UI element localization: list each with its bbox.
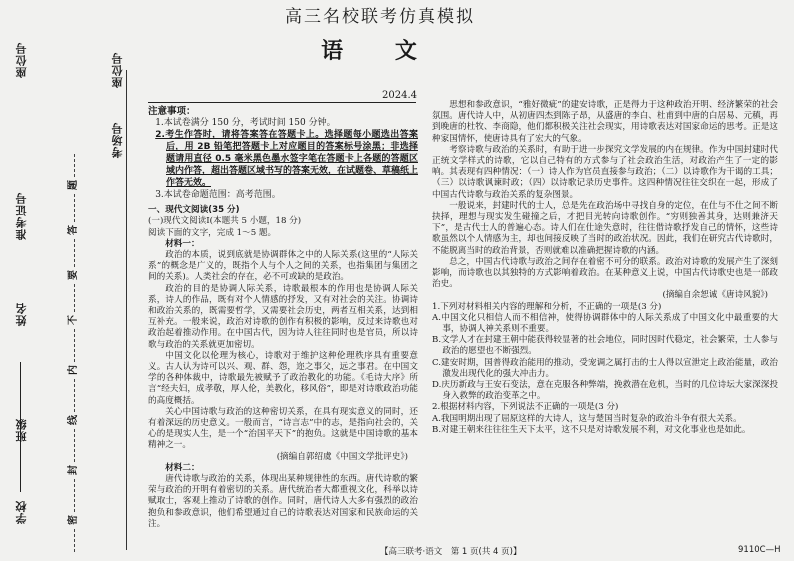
binding-strip	[14, 42, 144, 557]
material-paragraph: 一般说来，封建时代的士人，总是先在政治场中寻找自身的定位，在仕与不仕之间不断抉择，理想与现实发生碰撞之后，才把目光转向诗歌创作。“穷则独善其身，达则兼济天下”，是古代士人的普遍心态。诗人们在仕途失意时，往往借诗歌抒发自己的情怀，这些诗歌虽然以个人情感为主，却也间接反映了当时的政治状况。因此，我们在研究古代诗歌时，不能脱离当时的政治背景，否则就难以准确把握诗歌的内涵。	[432, 200, 778, 256]
seal-char: 题	[66, 177, 82, 193]
notice-item: 3.本试卷命题范围：高考范围。	[155, 190, 281, 201]
seal-dashed-line	[74, 154, 75, 552]
header-rule	[148, 102, 416, 103]
seal-char: 要	[66, 267, 82, 283]
material-label: 材料一：	[165, 238, 200, 249]
answer-option: B.文学人才在封建王朝中能获得较显著的社会地位，同时因时代稳定，社会繁荣，士人参与政治的愿望也不断强烈。	[432, 335, 778, 357]
material-paragraph: 政治的本质，说到底就是协调群体之中的人际关系(这里的“人际关系”的概念是广义的，既指个人与个人之间的关系，也指集团与集团之间的关系)。人类社会的存在，必不可或缺的是政治。	[148, 250, 418, 283]
class-field-label: 班级	[15, 418, 28, 442]
material-paragraph: 政治的目的是协调人际关系，诗歌最根本的作用也是协调人际关系，诗人的作品，既有对个人情感的抒发，又有对社会的关注。协调诗和政治关系的，既需要哲学，又需要社会历史，两者互相关系，达到相互补充。一般来说，政治对诗歌的创作有积极的影响，反过来诗歌也对政治起着推动作用。在中国古代，因为诗人往往同时也是官员，所以诗歌与政治的关系就更加密切。	[148, 283, 418, 350]
question-stem: 2.根据材料内容，下列说法不正确的一项是(3 分)	[432, 402, 619, 413]
seal-char: 答	[66, 222, 82, 238]
seal-char: 内	[66, 362, 82, 378]
notice-item: 2.考生作答时，请将答案答在答题卡上。选择题每小题选出答案后，用 2B 铅笔把答题卡上对应题目的答案标号涂黑；非选择题请用直径 0.5 毫米黑色墨水签字笔在答题卡上各题的答题区域内作答，超出答题区域书写的答案无效，在试题卷、草稿纸上作答无效。	[155, 130, 419, 189]
answer-option: A.我国明期出现了屈原这样的大诗人，这与楚国当时复杂的政治斗争有很大关系。	[432, 413, 742, 424]
material-paragraph: 总之，中国古代诗歌与政治之间存在着密不可分的联系。政治对诗歌的发展产生了深刻影响，而诗歌也以其独特的方式影响着政治。在某种意义上说，中国古代诗歌史也是一部政治史。	[432, 256, 778, 290]
right-column	[432, 100, 778, 436]
seal-char: 不	[66, 312, 82, 328]
notice-title: 注意事项：	[148, 106, 196, 117]
subject-title: 语 文	[321, 38, 439, 64]
page-footer: 【高三联考·语文 第 1 页(共 4 页)】	[380, 547, 522, 557]
answer-option: C.建安时期，国普得政治能用的推动，受宠调之属打击的士人得以宣泄定上政治能量，政治激发出现代化的强大冲击力。	[432, 357, 778, 379]
material-label: 材料二：	[165, 462, 200, 473]
material-paragraph: 思想和参政意识，“雅好微疵”的建安诗歌，正是得力于这种政治开明、经济繁荣的社会氛围。唐代诗人中，从初唐四杰到陈子昂，从盛唐的李白、杜甫到中唐的白居易、元稹，再到晚唐的杜牧、李商隐，他们都积极关注社会现实，用诗歌表达对国家命运的思考。正是这种家国情怀，使唐诗具有了宏大的气象。	[432, 100, 778, 144]
paper-code: 9110C—H	[738, 545, 781, 555]
answer-option: B.对建王朝来往往往生天下太平，这不只是对诗歌发展不利，对文化事业也是如此。	[432, 424, 751, 435]
material-source: (摘编自余恕诚《唐诗风貌》)	[662, 290, 768, 301]
left-column	[148, 106, 418, 530]
room-field-label: 考场号	[111, 122, 124, 158]
seal-char: 封	[66, 462, 82, 478]
question-stem: 1.下列对材料相关内容的理解和分析，不正确的一项是(3 分)	[432, 301, 662, 312]
answer-option: A.中国文化只相信人而不相信神，使得协调群体中的人际关系成了中国文化中最重要的大事，协调人神关系则不重要。	[432, 312, 778, 335]
answer-option: D.庆历新政与王安石变法，意在克服各种弊端，挽救潜在危机，当时的几位诗坛大家深深投身入救弊的政治变革之中。	[432, 380, 778, 402]
material-paragraph: 关心中国诗歌与政治的这种密切关系，在具有现实意义的同时，还有着深远的历史意义。一般而言，“诗言志”中的志，是指向社会的，关心的是现实人生，是一个“治国平天下”的抱负。这就是中国诗歌的基本精神之一。	[148, 406, 418, 451]
seat-field-label-outer: 座位号	[15, 42, 28, 78]
school-field-label: 学校	[15, 500, 28, 524]
section-subheading: (一)现代文阅读Ⅰ(本题共 5 小题，18 分)	[148, 216, 302, 227]
material-source: (摘编自郭绍虞《中国文学批评史》)	[276, 451, 408, 462]
exam-title: 高三名校联考仿真模拟	[285, 7, 475, 27]
section-heading: 一、现代文阅读(35 分)	[148, 205, 240, 216]
seat-field-label: 座位号	[111, 52, 124, 88]
material-paragraph: 考察诗歌与政治的关系时，有助于进一步探究文学发展的内在规律。作为中国封建时代正统文学样式的诗歌，它以自己特有的方式参与了社会政治生活，对政治产生了一定的影响。其表现有四种情况：（一）诗人作为官员直接参与政治；（二）以诗歌作为干谒的工具；（三）以诗歌讽谏时政；（四）以诗歌记录历史事件。这四种情况往往交织在一起，形成了中国古代诗歌与政治关系的复杂图景。	[432, 144, 778, 200]
binding-border-line	[126, 70, 127, 550]
material-paragraph: 唐代诗歌与政治的关系，体现出某种规律性的东西。唐代诗歌的繁荣与政治的开明有着密切的关系。唐代统治者大都重视文化，科举以诗赋取士，客观上推动了诗歌的创作。同时，唐代诗人大多有强烈的政治抱负和参政意识，他们希望通过自己的诗歌表达对国家和民族命运的关注。	[148, 474, 418, 529]
notice-item: 1.本试卷满分 150 分，考试时间 150 分钟。	[155, 118, 336, 129]
seal-char: 线	[66, 412, 82, 428]
material-paragraph: 中国文化以伦理为核心，诗歌对于维护这种伦理秩序具有重要意义。古人认为诗可以兴、观、群、怨，迩之事父，远之事君。在中国文学的各种体裁中，诗歌最先被赋予了政治教化的功能。《毛诗大序》所言“经夫妇，成孝敬，厚人伦，美教化，移风俗”，即是对诗歌政治功能的高度概括。	[148, 350, 418, 406]
exam-id-field-label: 准考证号	[15, 192, 28, 240]
seal-char: 密	[66, 512, 82, 528]
name-field-label: 姓名	[15, 302, 28, 326]
exam-date: 2024.4	[382, 90, 417, 101]
section-instruction: 阅读下面的文字，完成 1～5 题。	[148, 227, 277, 238]
